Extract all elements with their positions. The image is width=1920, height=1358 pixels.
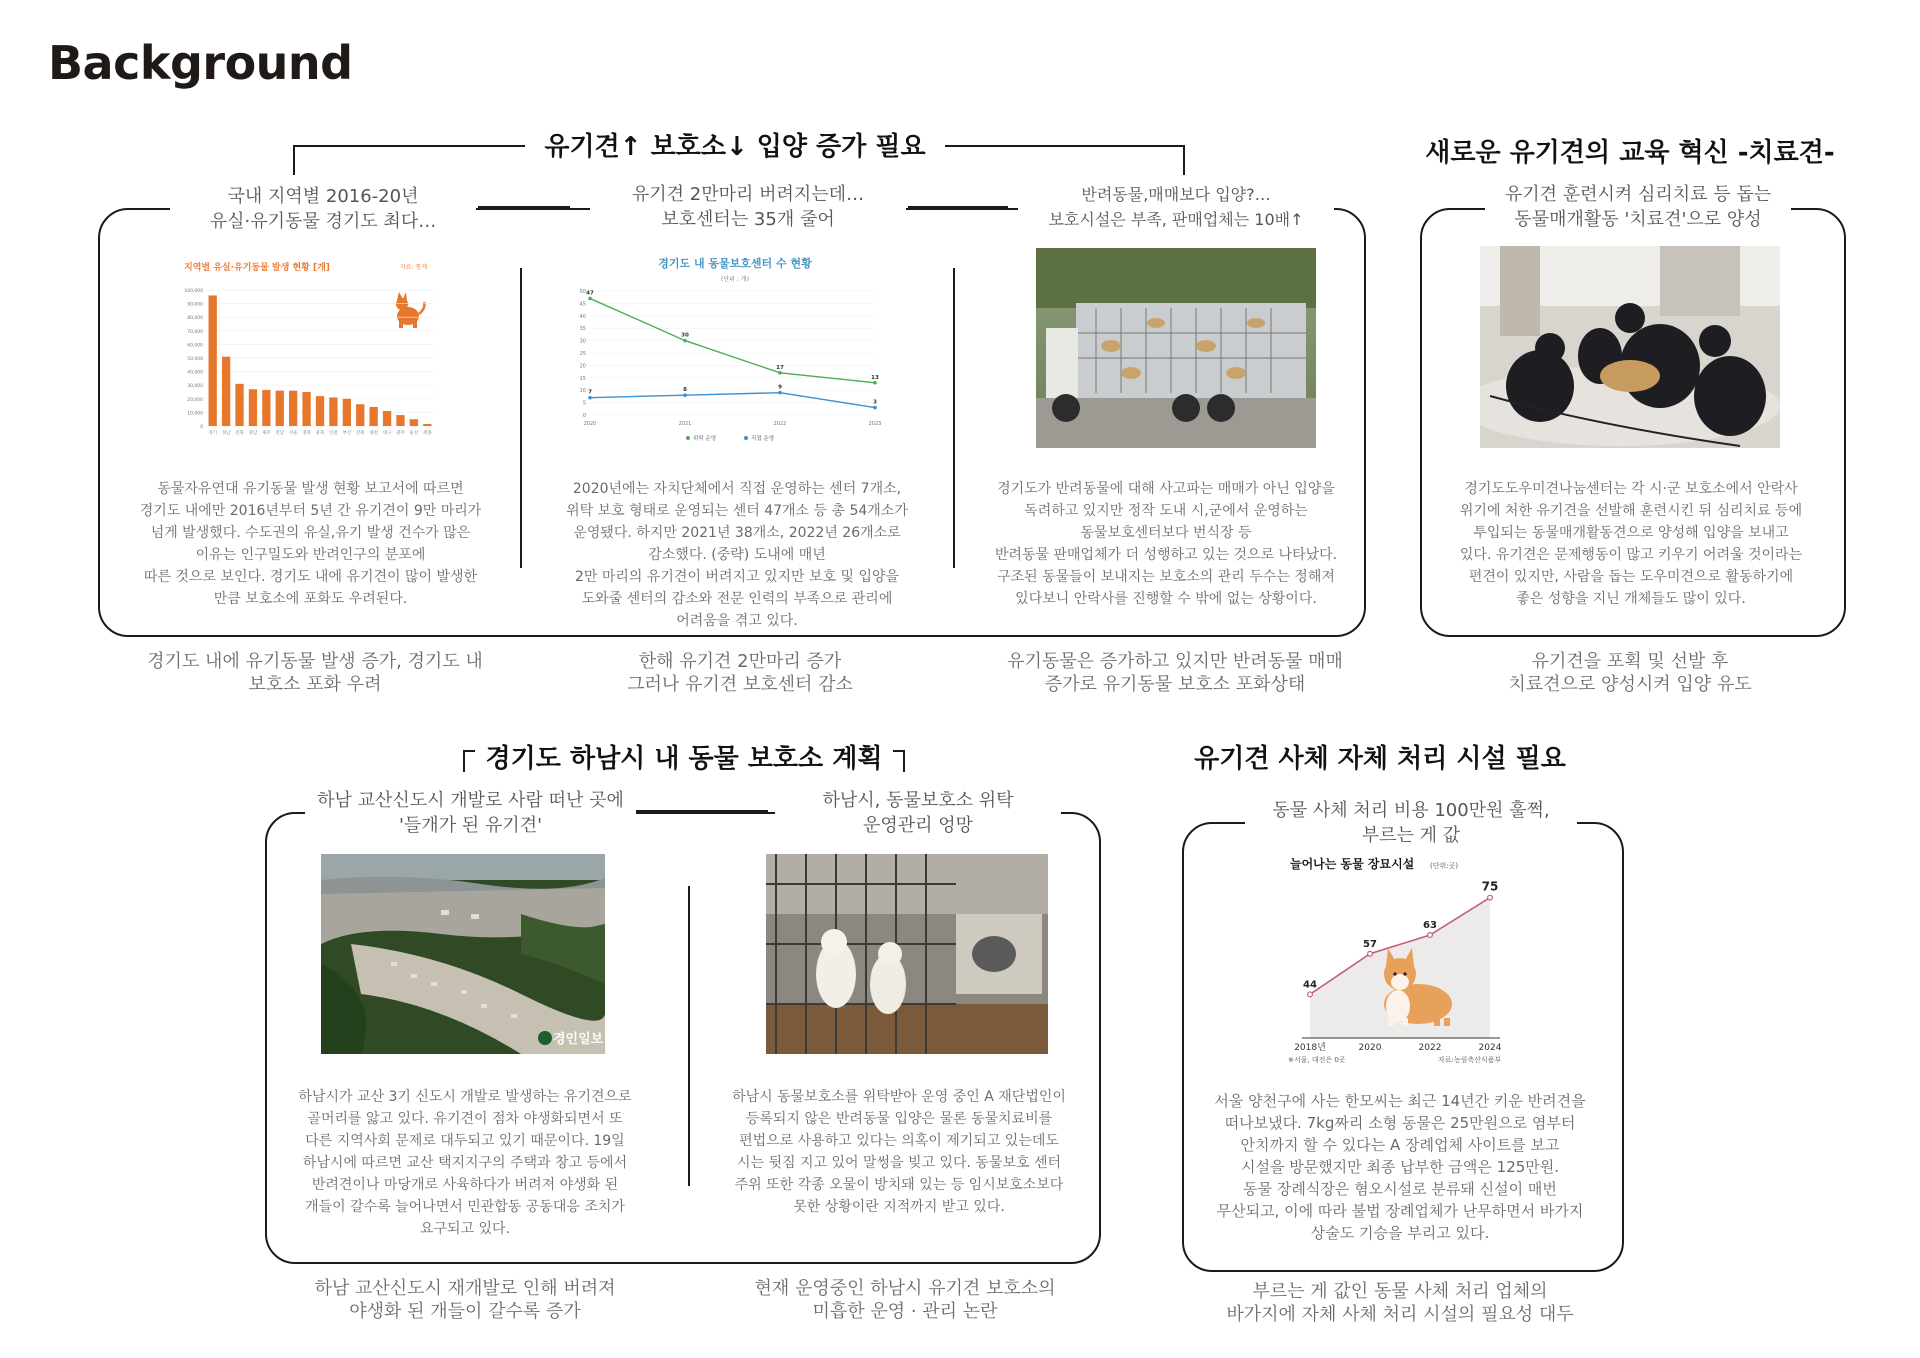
y-tick-label: 0 — [200, 425, 203, 430]
x-tick-label: 서울 — [288, 431, 298, 436]
funeral-chart-svg — [1278, 852, 1538, 1074]
paragraph-line: 있다보니 안락사를 진행할 수 밖에 없는 상황이다. — [1015, 591, 1317, 607]
x-tick-label: 2022 — [1418, 1043, 1442, 1053]
bar — [289, 391, 297, 426]
section3-bracket-left-h — [463, 750, 475, 752]
headline-line: 보호시설은 부족, 판매업체는 10배↑ — [1048, 210, 1304, 229]
section4-title: 유기견 사체 자체 처리 시설 필요 — [1194, 744, 1566, 774]
section2-title: 새로운 유기견의 교육 혁신 -치료견- — [1425, 138, 1835, 168]
y-tick-label: 40 — [579, 313, 586, 320]
page-title: Background — [48, 36, 353, 90]
paragraph-line: 좋은 성향을 지닌 개체들도 많이 있다. — [1516, 591, 1746, 607]
chart-note: 자료: 통계 — [400, 264, 428, 271]
data-label: 9 — [778, 384, 782, 391]
y-tick-label: 35 — [579, 326, 586, 333]
headline-line: 반려동물,매매보다 입양?… — [1081, 185, 1271, 204]
x-tick-label: 인천 — [329, 431, 338, 436]
x-tick-label: 울산 — [409, 431, 419, 436]
section1-col1-caption — [120, 650, 510, 696]
line-chart-svg — [570, 253, 900, 453]
funeral-chart — [1278, 852, 1538, 1074]
section4-headline — [1245, 798, 1577, 848]
data-point — [873, 381, 877, 385]
x-tick-label: 세종 — [422, 431, 432, 436]
data-point — [1308, 992, 1313, 997]
bar — [262, 390, 270, 426]
y-tick-label: 0 — [582, 413, 586, 419]
y-tick-label: 30 — [579, 338, 586, 345]
y-tick-label: 25 — [579, 351, 586, 357]
y-tick-label: 40,000 — [187, 370, 203, 376]
y-tick-label: 80,000 — [187, 316, 203, 322]
line-chart-plot — [580, 289, 882, 442]
section2-caption — [1470, 650, 1790, 696]
section2-paragraph — [1428, 478, 1834, 610]
paragraph-line: 반려동물 판매업체가 더 성행하고 있는 것으로 나타났다. — [994, 547, 1338, 563]
section1-headline-connector-2 — [908, 206, 1008, 208]
x-tick-label: 경남 — [221, 431, 231, 436]
paragraph-line: 편법으로 사용하고 있다는 의혹이 제기되고 있는데도 — [739, 1133, 1059, 1149]
caption-line: 유기견을 포획 및 선발 후 — [1531, 651, 1729, 672]
section3-col2-caption — [740, 1277, 1070, 1323]
caption-line: 치료견으로 양성시켜 입양 유도 — [1508, 674, 1752, 695]
data-label: 47 — [586, 290, 594, 297]
paragraph-line: 못한 상황이란 지적까지 받고 있다. — [793, 1199, 1005, 1215]
legend-label: 위탁 운영 — [693, 436, 717, 442]
x-tick-label: 2022 — [773, 421, 787, 427]
section3-bracket-left-v — [463, 750, 465, 772]
bar — [222, 357, 230, 426]
headline-line: 운영관리 엉망 — [862, 815, 974, 836]
legend-marker — [744, 436, 748, 440]
headline-line: 유기견 훈련시켜 심리치료 등 돕는 — [1504, 184, 1772, 205]
bar-chart-svg — [172, 256, 442, 446]
paragraph-line: 경기도가 반려동물에 대해 사고파는 매매가 아닌 입양을 — [997, 481, 1335, 497]
x-tick-label: 강원 — [355, 431, 365, 436]
caption-line: 경기도 내에 유기동물 발생 증가, 경기도 내 — [147, 651, 483, 672]
dog-truck-photo — [1036, 248, 1316, 448]
y-tick-label: 90,000 — [187, 302, 203, 308]
caption-line: 유기동물은 증가하고 있지만 반려동물 매매 — [1007, 651, 1343, 672]
paragraph-line: 서울 양천구에 사는 한모씨는 최근 14년간 키운 반려견을 — [1214, 1092, 1586, 1110]
paragraph-line: 하남시에 따르면 교산 택지지구의 주택과 창고 등에서 — [302, 1155, 628, 1171]
headline-line: '들개가 된 유기견' — [398, 815, 543, 836]
data-label: 13 — [871, 374, 879, 381]
paragraph-line: 만큼 보호소에 포화도 우려된다. — [213, 591, 408, 607]
data-point — [1368, 951, 1373, 956]
paragraph-line: 따른 것으로 보인다. 경기도 내에 유기견이 많이 발생한 — [143, 569, 478, 585]
paragraph-line: 떠나보냈다. 7kg짜리 소형 동물은 25만원으로 염부터 — [1224, 1114, 1576, 1132]
section4-paragraph — [1190, 1090, 1610, 1244]
data-label: 63 — [1423, 920, 1437, 932]
bar — [343, 399, 351, 426]
section1-bracket-left-h — [293, 145, 525, 147]
x-tick-label: 전남 — [275, 431, 285, 436]
paragraph-line: 위탁 보호 형태로 운영되는 센터 47개소 등 총 54개소가 — [566, 503, 908, 519]
section1-divider-2 — [953, 268, 955, 568]
bar — [302, 392, 310, 426]
chart-unit: (단위 : 개) — [721, 276, 749, 283]
paragraph-line: 상술도 기승을 부리고 있다. — [1310, 1224, 1490, 1242]
section3-col1-caption — [300, 1277, 630, 1323]
caption-line: 보호소 포화 우려 — [248, 674, 382, 695]
paragraph-line: 어려움을 겪고 있다. — [676, 613, 798, 629]
paragraph-line: 2020년에는 자치단체에서 직접 운영하는 센터 7개소, — [572, 481, 902, 497]
data-point — [683, 339, 687, 343]
headline-line: 동물 사체 처리 비용 100만원 훌쩍, — [1272, 800, 1550, 821]
data-point — [588, 297, 592, 301]
x-tick-label: 2020 — [583, 421, 597, 427]
bar — [383, 411, 391, 426]
x-tick-label: 2020 — [1358, 1043, 1382, 1053]
paragraph-line: 골머리를 앓고 있다. 유기견이 점차 야생화되면서 또 — [307, 1111, 623, 1127]
section1-col3-caption — [990, 650, 1360, 696]
caption-line: 미흡한 운영 · 관리 논란 — [812, 1301, 998, 1322]
photo-watermark: 경인일보 — [553, 1032, 604, 1047]
headline-line: 동물매개활동 '치료견'으로 양성 — [1514, 209, 1762, 230]
bar — [316, 396, 324, 426]
section1-col2-paragraph — [542, 478, 932, 632]
caption-line: 부르는 게 값인 동물 사체 처리 업체의 — [1252, 1281, 1548, 1302]
section1-bracket-left-v — [293, 145, 295, 175]
section3-divider — [688, 886, 690, 1186]
y-tick-label: 15 — [579, 375, 586, 382]
paragraph-line: 넘게 발생했다. 수도권의 유실,유기 발생 건수가 많은 — [150, 525, 471, 541]
y-tick-label: 20 — [579, 363, 586, 370]
y-tick-label: 60,000 — [187, 343, 203, 349]
section1-title: 유기견↑ 보호소↓ 입양 증가 필요 — [544, 132, 926, 162]
paragraph-line: 동물보호센터보다 번식장 등 — [1080, 525, 1252, 541]
bar — [249, 389, 257, 426]
chart-title: 지역별 유실·유기동물 발생 현황 [개] — [184, 263, 330, 273]
dog-silhouette-icon — [396, 292, 424, 328]
paragraph-line: 개들이 갈수록 늘어나면서 민관합동 공동대응 조치가 — [305, 1199, 625, 1215]
y-tick-label: 50 — [579, 289, 586, 295]
y-tick-label: 50,000 — [187, 357, 203, 362]
data-point — [1488, 895, 1493, 900]
section1-col3-paragraph — [970, 478, 1362, 610]
y-tick-label: 100,000 — [184, 289, 203, 294]
section3-col2-headline — [775, 788, 1061, 838]
section2-headline — [1485, 182, 1791, 232]
paragraph-line: 편견이 있지만, 사람을 돕는 도우미견으로 활동하기에 — [1468, 569, 1794, 585]
headline-line: 하남시, 동물보호소 위탁 — [822, 790, 1014, 811]
bar — [423, 424, 431, 426]
paragraph-line: 구조된 동물들이 보내지는 보호소의 관리 두수는 정해져 — [997, 569, 1335, 585]
y-tick-label: 10 — [579, 388, 586, 395]
x-tick-label: 광주 — [396, 431, 405, 436]
x-tick-label: 충남 — [248, 431, 258, 436]
paragraph-line: 주위 또한 각종 오물이 방치돼 있는 등 임시보호소보다 — [734, 1177, 1064, 1193]
headline-line: 하남 교산신도시 개발로 사람 떠난 곳에 — [317, 790, 624, 811]
shelter-cage-photo — [766, 854, 1048, 1054]
bar-chart-plot — [184, 288, 434, 436]
legend-marker — [686, 436, 690, 440]
x-tick-label: 전북 — [235, 431, 244, 436]
chart-footnote: ※서울, 대전은 0곳 — [1288, 1056, 1346, 1064]
data-point — [683, 393, 687, 397]
paragraph-line: 등록되지 않은 반려동물 입양은 물론 동물치료비를 — [745, 1111, 1053, 1127]
paragraph-line: 요구되고 있다. — [419, 1221, 511, 1237]
caption-line: 그러나 유기견 보호센터 감소 — [627, 674, 853, 695]
bar — [356, 404, 364, 426]
paragraph-line: 독려하고 있지만 정작 도내 시,군에서 운영하는 — [1024, 503, 1308, 519]
caption-line: 한해 유기견 2만마리 증가 — [638, 651, 842, 672]
data-point — [1428, 933, 1433, 938]
section4-caption — [1200, 1280, 1600, 1326]
paragraph-line: 동물자유연대 유기동물 발생 현황 보고서에 따르면 — [157, 481, 464, 497]
caption-line: 현재 운영중인 하남시 유기견 보호소의 — [754, 1278, 1056, 1299]
caption-line: 바가지에 자체 사체 처리 시설의 필요성 대두 — [1226, 1304, 1574, 1325]
x-tick-label: 경북 — [302, 431, 311, 436]
data-label: 7 — [588, 389, 592, 396]
aerial-town-photo — [321, 854, 605, 1054]
section1-col2-caption — [570, 650, 910, 696]
paragraph-line: 위기에 처한 유기견을 선발해 훈련시킨 뒤 심리치료 등에 — [1459, 503, 1803, 519]
paragraph-line: 하남시가 교산 3기 신도시 개발로 발생하는 유기견으로 — [298, 1089, 632, 1105]
bar — [209, 295, 217, 426]
paragraph-line: 하남시 동물보호소를 위탁받아 운영 중인 A 재단법인이 — [732, 1089, 1066, 1105]
paragraph-line: 무산되고, 이에 따라 불법 장례업체가 난무하면서 바가지 — [1216, 1202, 1584, 1220]
bar — [369, 407, 377, 426]
section1-col2-headline — [590, 182, 906, 232]
paragraph-line: 경기도 내에만 2016년부터 5년 간 유기견이 9만 마리가 — [139, 503, 482, 519]
x-tick-label: 제주 — [262, 431, 271, 436]
x-tick-label: 2024 — [1478, 1043, 1502, 1053]
data-point — [873, 406, 877, 410]
headline-line: 보호센터는 35개 줄어 — [661, 209, 835, 230]
data-label: 57 — [1363, 938, 1377, 950]
line-chart — [570, 253, 900, 453]
data-label: 44 — [1303, 979, 1317, 991]
y-tick-label: 70,000 — [187, 329, 203, 335]
paragraph-line: 반려견이나 마당개로 사육하다가 버려져 야생화 된 — [311, 1177, 619, 1193]
section1-bracket-right-v — [1183, 145, 1185, 175]
paragraph-line: 도와줄 센터의 감소와 전문 인력의 부족으로 관리에 — [581, 591, 893, 607]
paragraph-line: 시설을 방문했지만 최종 납부한 금액은 125만원. — [1240, 1158, 1560, 1176]
section1-headline-connector-1 — [478, 206, 570, 208]
x-tick-label: 2023 — [868, 421, 882, 427]
series-line — [590, 393, 875, 408]
paragraph-line: 다른 지역사회 문제로 대두되고 있기 때문이다. 19일 — [305, 1133, 625, 1149]
section3-headline-connector — [628, 810, 768, 812]
data-label: 8 — [683, 387, 687, 394]
bar — [329, 397, 337, 426]
headline-line: 국내 지역별 2016-20년 — [227, 186, 419, 207]
section3-col2-paragraph — [712, 1086, 1086, 1218]
bar — [235, 384, 243, 426]
bar — [410, 419, 418, 426]
chart-title: 늘어나는 동물 장묘시설 — [1290, 857, 1415, 871]
x-tick-label: 대전 — [369, 431, 378, 436]
paragraph-line: 투입되는 동물매개활동견으로 양성해 입양을 보내고 — [1473, 525, 1789, 541]
x-tick-label: 부산 — [342, 431, 352, 436]
section1-divider-1 — [520, 268, 522, 568]
chart-title: 경기도 내 동물보호센터 수 현황 — [658, 257, 812, 270]
paragraph-line: 동물 장례식장은 혐오시설로 분류돼 신설이 매번 — [1243, 1180, 1557, 1198]
data-label: 75 — [1481, 879, 1499, 894]
data-label: 17 — [776, 364, 784, 371]
bar-chart — [172, 256, 442, 446]
data-label: 30 — [681, 332, 689, 339]
x-tick-label: 2018년 — [1294, 1043, 1326, 1053]
y-tick-label: 45 — [579, 301, 586, 308]
paragraph-line: 운영됐다. 하지만 2021년 38개소, 2022년 26개소로 — [573, 525, 901, 541]
chart-unit: (단위:곳) — [1430, 862, 1459, 870]
y-tick-label: 10,000 — [187, 411, 203, 417]
x-tick-label: 대구 — [382, 431, 392, 436]
bar — [396, 415, 404, 426]
data-label: 3 — [873, 399, 877, 406]
paragraph-line: 안치까지 할 수 있다는 A 장례업체 사이트를 보고 — [1240, 1136, 1560, 1154]
x-tick-label: 경기 — [208, 431, 218, 436]
therapy-dog-photo — [1480, 246, 1780, 448]
paragraph-line: 2만 마리의 유기견이 버려지고 있지만 보호 및 입양을 — [574, 569, 900, 585]
section1-col1-headline — [170, 184, 476, 234]
section1-bracket-right-h — [945, 145, 1185, 147]
data-point — [778, 371, 782, 375]
headline-line: 유기견 2만마리 버려지는데… — [631, 184, 865, 205]
chart-source: 자료:농림축산식품부 — [1438, 1056, 1502, 1064]
section3-bracket-right-v — [903, 750, 905, 772]
section1-col3-headline — [1018, 182, 1334, 232]
section3-title: 경기도 하남시 내 동물 보호소 계획 — [485, 744, 883, 774]
y-tick-label: 30,000 — [187, 384, 203, 390]
caption-line: 야생화 된 개들이 갈수록 증가 — [349, 1301, 581, 1322]
paragraph-line: 시는 뒷짐 지고 있어 말썽을 빚고 있다. 동물보호 센터 — [736, 1155, 1062, 1171]
x-tick-label: 2021 — [678, 421, 692, 427]
data-point — [778, 391, 782, 395]
paragraph-line: 경기도도우미견나눔센터는 각 시·군 보호소에서 안락사 — [1464, 481, 1798, 497]
section3-col1-paragraph — [275, 1086, 655, 1240]
y-tick-label: 20,000 — [187, 397, 203, 403]
headline-line: 유실·유기동물 경기도 최다… — [209, 211, 437, 232]
x-tick-label: 충북 — [315, 431, 325, 436]
caption-line: 증가로 유기동물 보호소 포화상태 — [1044, 674, 1306, 695]
bar — [276, 391, 284, 426]
data-point — [588, 396, 592, 400]
headline-line: 부르는 게 값 — [1361, 825, 1461, 846]
paragraph-line: 감소했다. (중략) 도내에 매년 — [648, 547, 826, 563]
caption-line: 하남 교산신도시 재개발로 인해 버려져 — [314, 1278, 616, 1299]
legend-label: 직접 운영 — [751, 436, 775, 442]
section1-col1-paragraph — [113, 478, 508, 610]
section3-col1-headline — [305, 788, 636, 838]
y-tick-label: 5 — [582, 400, 586, 407]
paragraph-line: 있다. 유기견은 문제행동이 많고 키우기 어려울 것이라는 — [1459, 547, 1803, 563]
paragraph-line: 이유는 인구밀도와 반려인구의 분포에 — [195, 547, 426, 563]
